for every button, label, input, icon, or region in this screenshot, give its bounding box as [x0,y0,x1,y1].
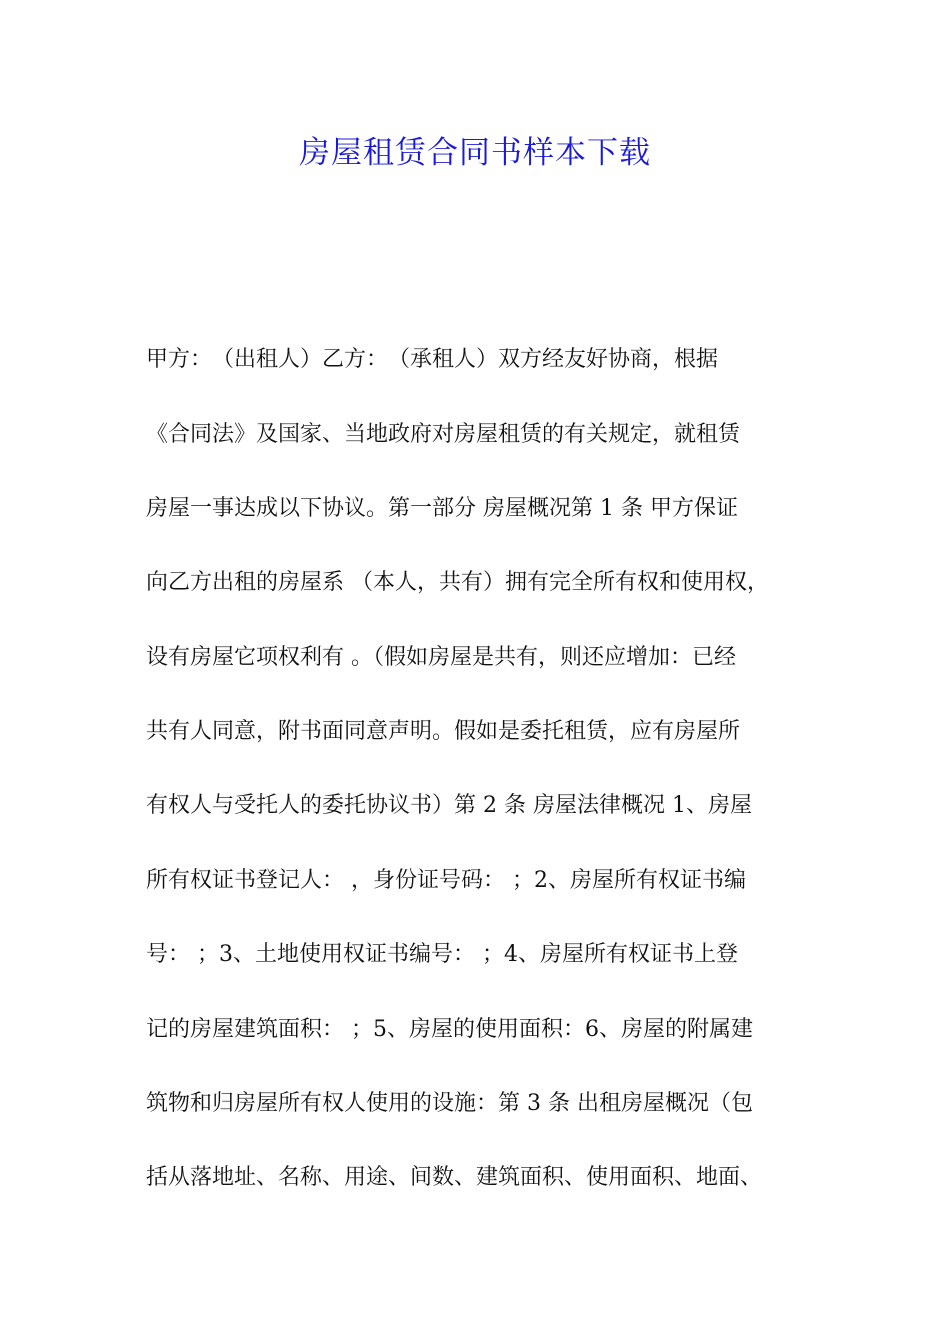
document-title: 房屋租赁合同书样本下载 [299,135,651,171]
body-line-3: 房屋一事达成以下协议。第一部分 房屋概况第 1 条 甲方保证 [146,496,738,521]
body-line-1: 甲方： （出租人）乙方： （承租人）双方经友好协商，根据 [146,347,719,372]
body-line-4: 向乙方出租的房屋系 （本人，共有）拥有完全所有权和使用权， [146,570,769,595]
body-line-7: 有权人与受托人的委托协议书）第 2 条 房屋法律概况 1、房屋 [146,793,752,818]
body-line-11: 筑物和归房屋所有权人使用的设施：第 3 条 出租房屋概况（包 [146,1091,753,1116]
body-line-8: 所有权证书登记人： ，身份证号码： ；2、房屋所有权证书编 [146,868,746,893]
body-line-6: 共有人同意，附书面同意声明。假如是委托租赁，应有房屋所 [146,719,741,744]
body-line-9: 号： ；3、土地使用权证书编号： ；4、房屋所有权证书上登 [146,942,738,967]
body-line-2: 《合同法》及国家、当地政府对房屋租赁的有关规定，就租赁 [146,422,741,447]
body-line-12: 括从落地址、名称、用途、间数、建筑面积、使用面积、地面、 [146,1165,763,1190]
body-line-5: 设有房屋它项权利有 。（假如房屋是共有，则还应增加：已经 [146,645,736,670]
body-line-10: 记的房屋建筑面积： ；5、房屋的使用面积：6、房屋的附属建 [146,1017,753,1042]
